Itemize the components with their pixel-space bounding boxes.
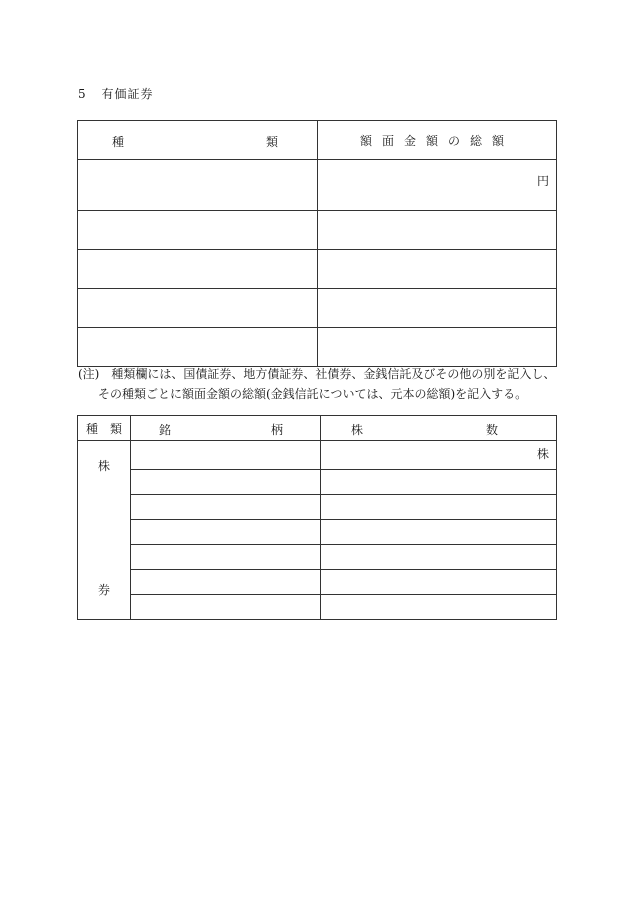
section-title — [78, 85, 153, 102]
table-row — [78, 289, 557, 328]
amount-cell[interactable] — [318, 289, 557, 328]
brand-header-char-2: 柄 — [271, 423, 284, 437]
brand-cell[interactable] — [131, 441, 321, 470]
section-number: 5 — [78, 87, 87, 101]
stock-kind-cell — [78, 441, 131, 620]
brand-cell[interactable] — [131, 595, 321, 620]
table-row — [78, 545, 557, 570]
table-row — [78, 250, 557, 289]
total-face-value-header: 額面金額の総額 — [318, 121, 557, 160]
shares-cell[interactable]: 株 — [321, 441, 557, 470]
brand-cell[interactable] — [131, 520, 321, 545]
kind-cell[interactable] — [78, 250, 318, 289]
table-row — [78, 595, 557, 620]
amount-cell[interactable] — [318, 328, 557, 367]
amount-cell[interactable] — [318, 250, 557, 289]
shares-cell[interactable] — [321, 595, 557, 620]
table-row — [78, 328, 557, 367]
kind-cell[interactable] — [78, 289, 318, 328]
brand-header-char-1: 銘 — [159, 423, 172, 437]
table-row — [78, 441, 557, 470]
kind-cell[interactable] — [78, 328, 318, 367]
shares-cell[interactable] — [321, 495, 557, 520]
section-heading: 有価証券 — [101, 87, 154, 101]
table-row — [78, 520, 557, 545]
brand-cell[interactable] — [131, 495, 321, 520]
kind-header: 種 類 — [78, 416, 131, 441]
stock-kind-top: 株 — [98, 459, 111, 473]
amount-cell[interactable]: 円 — [318, 160, 557, 211]
stock-table — [77, 415, 557, 620]
shares-cell[interactable] — [321, 470, 557, 495]
note-line-2: その種類ごとに額面金額の総額(金銭信託については、元本の総額)を記入する。 — [98, 387, 528, 401]
amount-cell[interactable] — [318, 211, 557, 250]
kind-header-char-2: 類 — [266, 135, 279, 149]
shares-cell[interactable] — [321, 545, 557, 570]
table-row — [78, 211, 557, 250]
brand-cell[interactable] — [131, 545, 321, 570]
table-header-row — [78, 416, 557, 441]
table-row — [78, 160, 557, 211]
brand-cell[interactable] — [131, 570, 321, 595]
shares-cell[interactable] — [321, 570, 557, 595]
kind-cell[interactable] — [78, 211, 318, 250]
table-row — [78, 495, 557, 520]
shares-header — [321, 416, 557, 441]
table-row — [78, 470, 557, 495]
securities-total-table — [77, 120, 557, 367]
table-header-row — [78, 121, 557, 160]
brand-cell[interactable] — [131, 470, 321, 495]
stock-kind-bottom: 券 — [98, 583, 111, 597]
table-row — [78, 570, 557, 595]
kind-header-char-1: 種 — [112, 135, 125, 149]
shares-cell[interactable] — [321, 520, 557, 545]
shares-header-char-1: 株 — [351, 423, 364, 437]
shares-header-char-2: 数 — [486, 423, 499, 437]
brand-header — [131, 416, 321, 441]
note-line-1: (注) 種類欄には、国債証券、地方債証券、社債券、金銭信託及びその他の別を記入し、 — [78, 367, 556, 381]
kind-cell[interactable] — [78, 160, 318, 211]
kind-header — [78, 121, 318, 160]
